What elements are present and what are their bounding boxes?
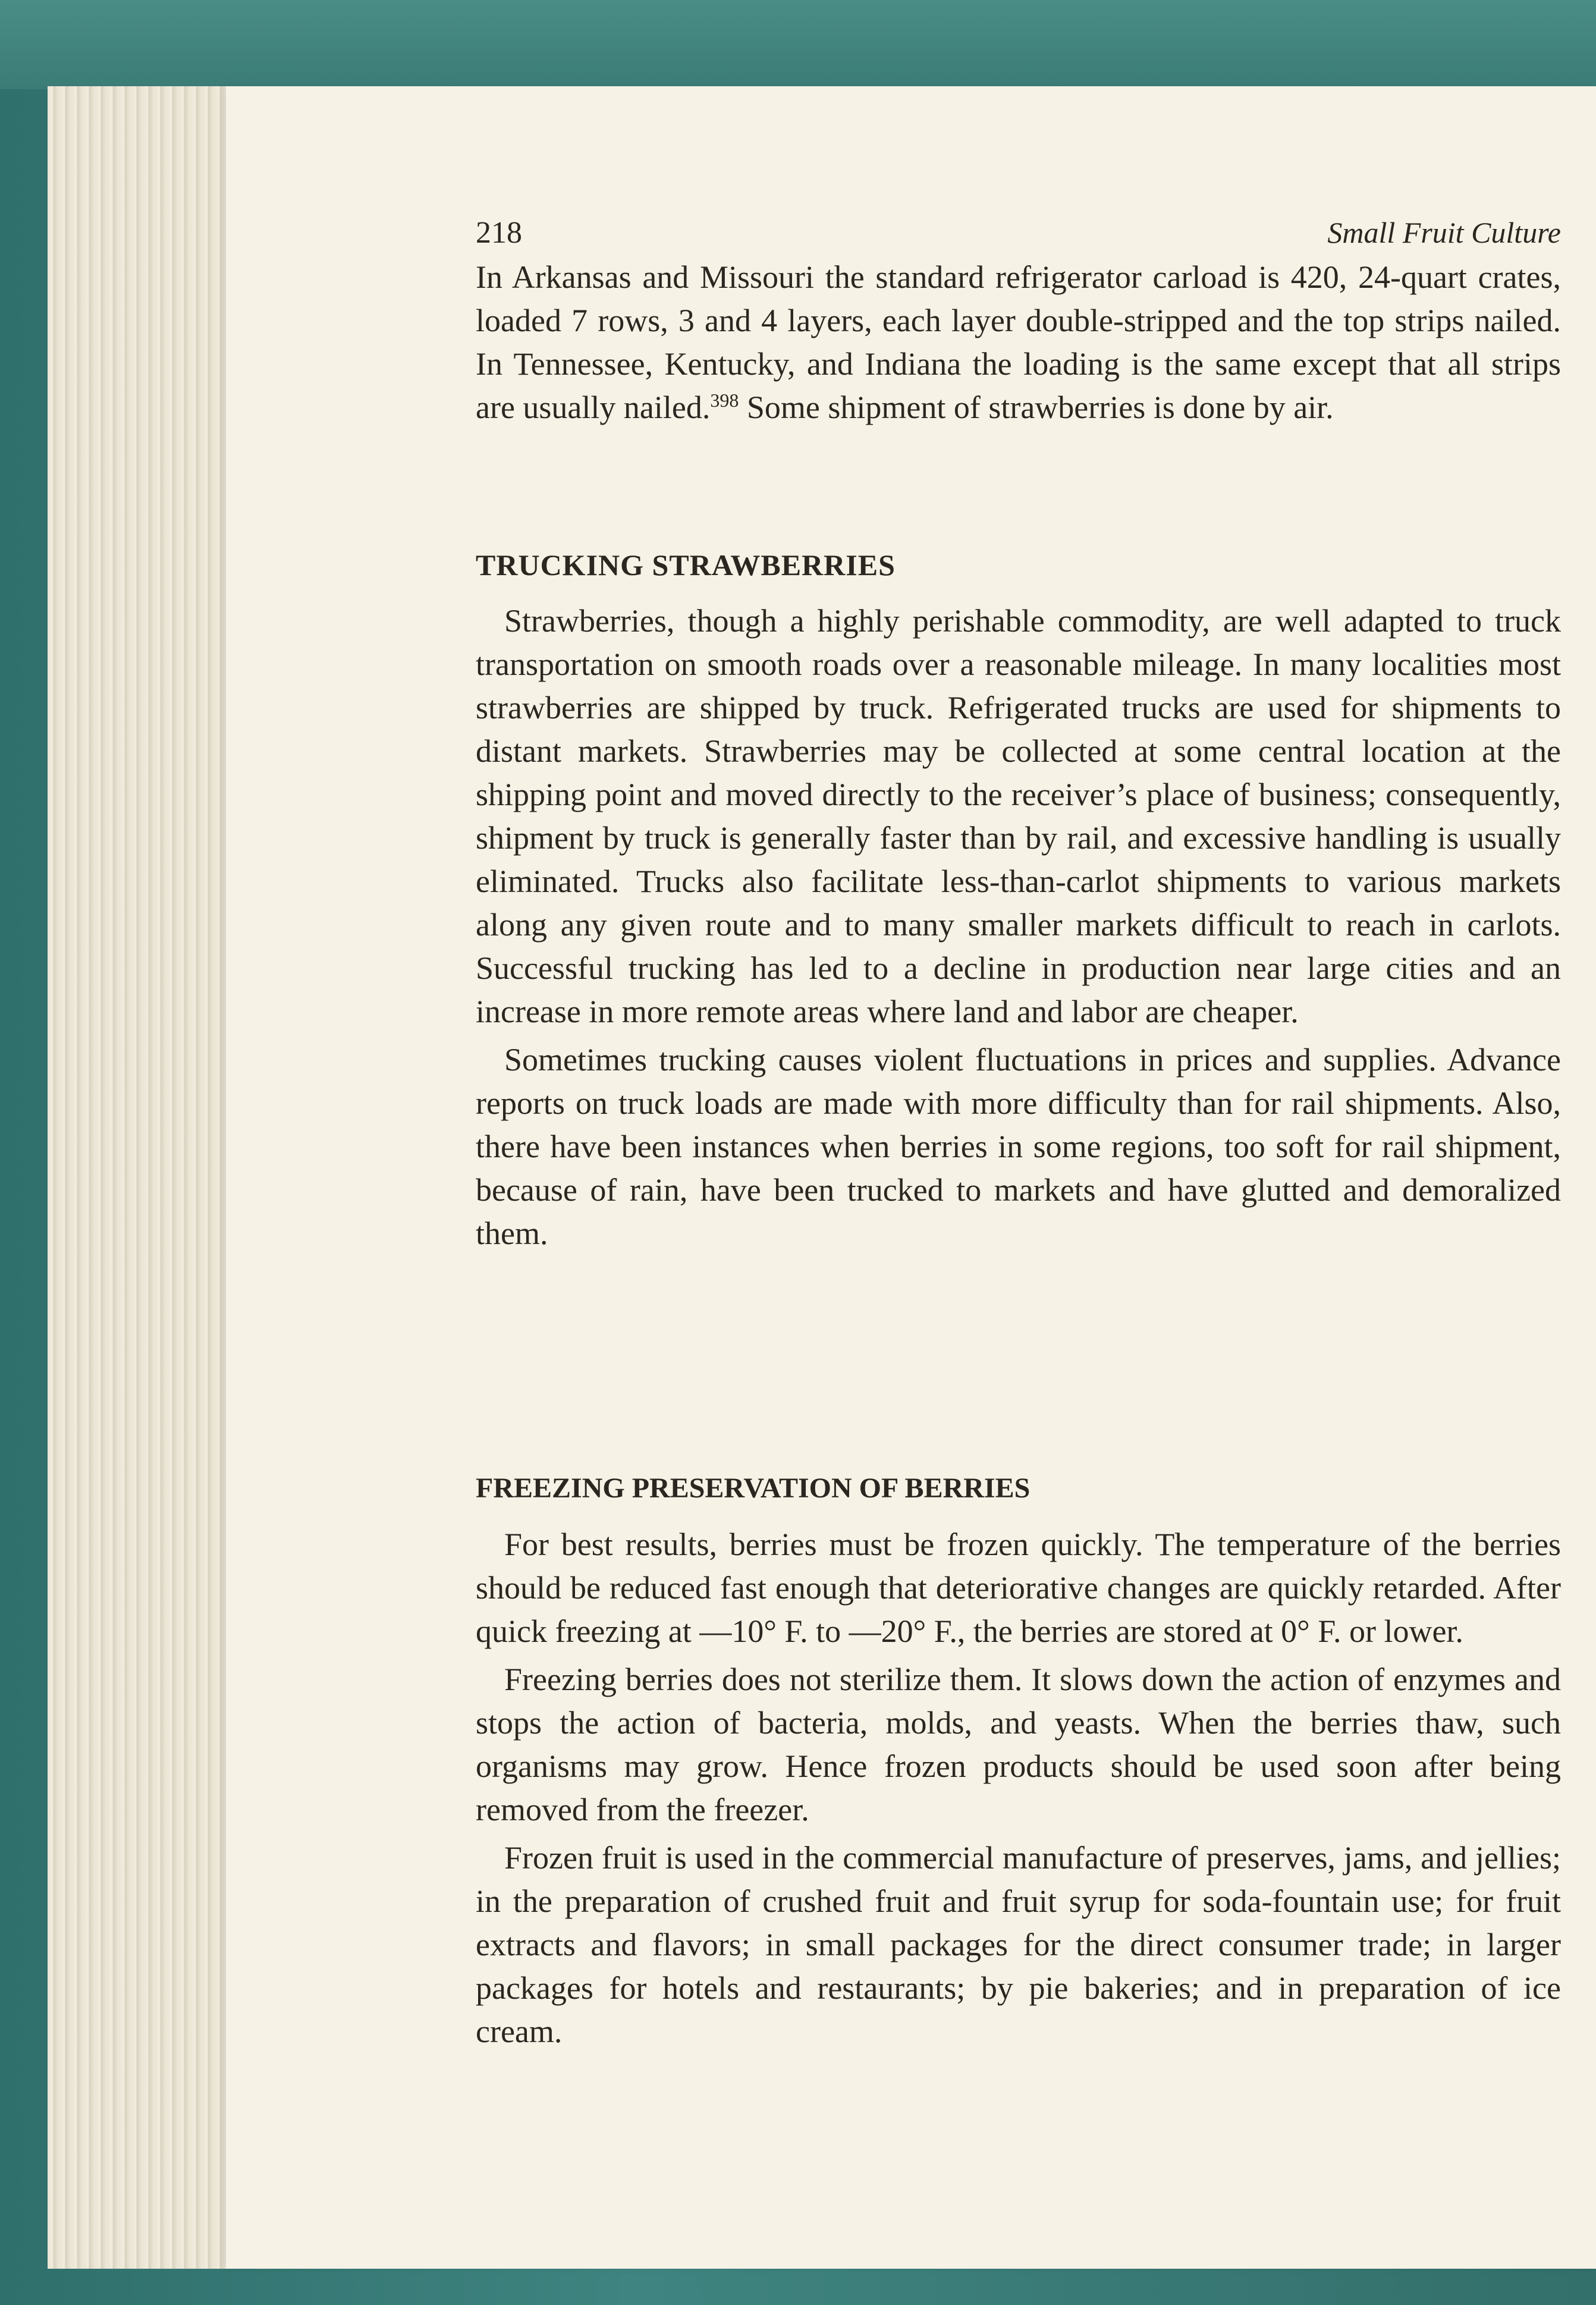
freezing-paragraph: Freezing berries does not sterilize them. It slows down the action of enzymes and stops the action of bacteria, molds, and yeasts. When the berries thaw, such organisms may grow. Hence frozen products should be used soon after being removed from the freezer. [476, 1662, 1561, 1827]
page-number: 218 [476, 216, 522, 250]
trucking-heading: TRUCKING STRAWBERRIES [476, 548, 896, 582]
book-cover-top-edge [0, 0, 1596, 89]
freezing-section [476, 1471, 1561, 2053]
freezing-paragraph: Frozen fruit is used in the commercial manufacture of preserves, jams, and jellies; in the preparation of crushed fruit and fruit syrup for soda-fountain use; for fruit extracts and flavors; in small packages for the direct consumer trade; in larger packages for hotels and restaurants; by pie bakeries; and in preparation of ice cream. [476, 1840, 1561, 2049]
trucking-paragraph: Strawberries, though a highly perishable commodity, are well adapted to truck transportation on smooth roads over a reasonable mileage. In many localities most strawberries are shipped by truck. Refrigerated trucks are used for shipments to distant markets. Strawberries may be collected at some central location at the shipping point and moved directly to the receiver’s place of business; consequently, shipment by truck is generally faster than by rail, and excessive handling is usually eliminated. Trucks also facilitate less-than-carlot shipments to various markets along any given route and to many smaller markets difficult to reach in carlots. Successful trucking has led to a decline in production near large cities and an increase in more remote areas where land and labor are cheaper. [476, 603, 1561, 1029]
running-head [476, 211, 1561, 253]
book-page [226, 86, 1596, 2269]
opening-text-continued: Some shipment of strawberries is done by air. [739, 390, 1334, 425]
footnote-reference: 398 [710, 390, 739, 411]
running-title: Small Fruit Culture [1327, 216, 1561, 249]
trucking-section [476, 547, 1561, 1255]
freezing-paragraph: For best results, berries must be frozen quickly. The temperature of the berries should be reduced fast enough that deteriorative changes are quickly retarded. After quick freezing at —10° F. to —20° F., the berries are stored at 0° F. or lower. [476, 1527, 1561, 1649]
opening-paragraph [476, 256, 1561, 429]
opening-section [476, 256, 1561, 429]
freezing-heading: FREEZING PRESERVATION OF BERRIES [476, 1472, 1031, 1504]
trucking-paragraph: Sometimes trucking causes violent fluctuations in prices and supplies. Advance reports on truck loads are made with more difficulty than for rail shipments. Also, there have been instances when berries in some regions, too soft for rail shipment, because of rain, have been trucked to markets and have glutted and demoralized them. [476, 1042, 1561, 1251]
opening-text: In Arkansas and Missouri the standard refrigerator carload is 420, 24-quart crates, loaded 7 rows, 3 and 4 layers, each layer double-stripped and the top strips nailed. In Tennessee, Kentucky, and Indiana the loading is the same except that all strips are usually nailed. [476, 259, 1561, 425]
